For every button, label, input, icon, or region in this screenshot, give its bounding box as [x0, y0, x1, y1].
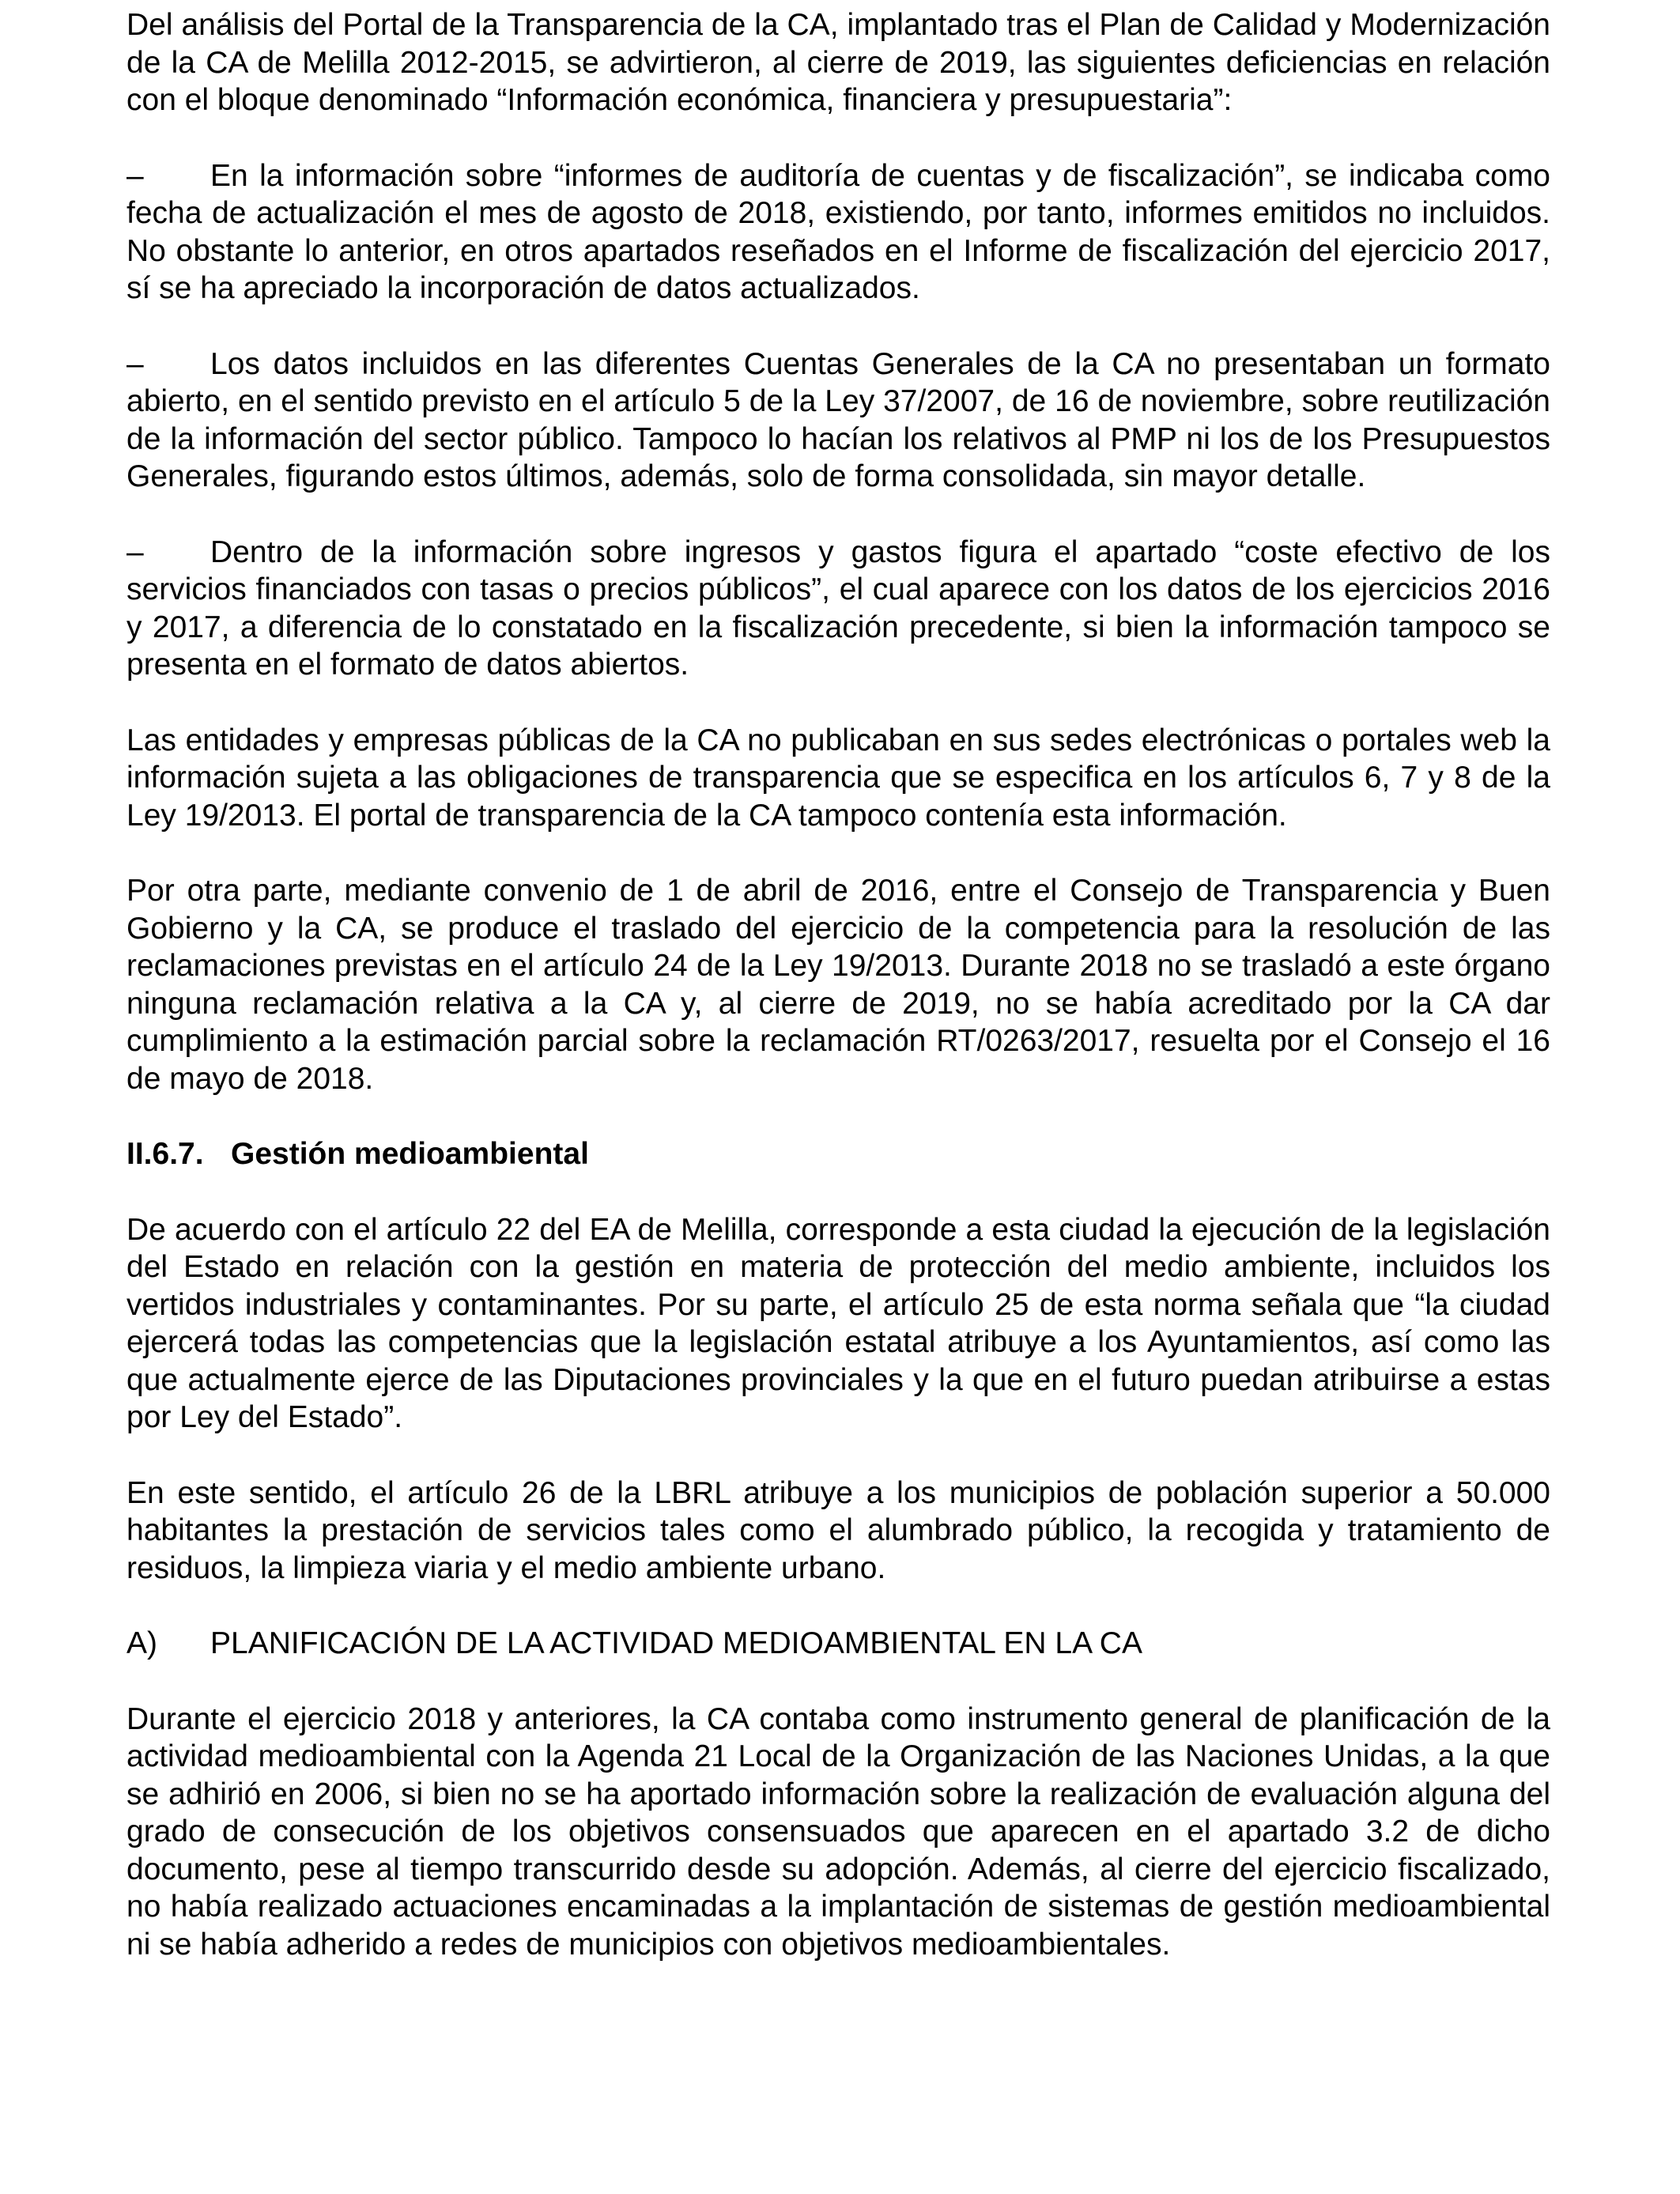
- convenio-paragraph: Por otra parte, mediante convenio de 1 de abril de 2016, entre el Consejo de Transparencia y Buen Gobierno y la CA, se produce el traslado del ejercicio de la competencia para la resolución de las reclamaciones previstas en el artículo 24 de la Ley 19/2013. Durante 2018 no se trasladó a este órgano ninguna reclamación relativa a la CA y, al cierre de 2019, no se había acreditado por la CA dar cumplimiento a la estimación parcial sobre la reclamación RT/0263/2017, resuelta por el Consejo el 16 de mayo de 2018.: [126, 874, 1550, 1096]
- dash-bullet-icon: –: [126, 534, 144, 569]
- bullet-text: Los datos incluidos en las diferentes Cuentas Generales de la CA no presentaban un formato abierto, en el sentido previsto en el artículo 5 de la Ley 37/2007, de 16 de noviembre, sobre reutilización de la información del sector público. Tampoco lo hacían los relativos al PMP ni los de los Presupuestos Generales, figurando estos últimos, además, solo de forma consolidada, sin mayor detalle.: [126, 346, 1550, 493]
- document-page: [126, 6, 1550, 1963]
- bullet-item-effective-cost: [126, 534, 1550, 684]
- bullet-text: Dentro de la información sobre ingresos y gastos figura el apartado “coste efectivo de los servicios financiados con tasas o precios públicos”, el cual aparece con los datos de los ejercicios 2016 y 2017, a diferencia de lo constatado en la fiscalización precedente, si bien la información tampoco se presenta en el formato de datos abiertos.: [126, 534, 1550, 682]
- bullet-text: En la información sobre “informes de auditoría de cuentas y de fiscalización”, se indicaba como fecha de actualización el mes de agosto de 2018, existiendo, por tanto, informes emitidos no incluidos. No obstante lo anterior, en otros apartados reseñados en el Informe de fiscalización del ejercicio 2017, sí se ha apreciado la incorporación de datos actualizados.: [126, 158, 1550, 305]
- subsection-heading: [126, 1625, 1550, 1663]
- section-heading: [126, 1135, 1550, 1173]
- dash-bullet-icon: –: [126, 346, 144, 381]
- subsection-letter: A): [126, 1626, 157, 1660]
- bullet-item-open-format: [126, 346, 1550, 496]
- intro-paragraph: Del análisis del Portal de la Transparencia de la CA, implantado tras el Plan de Calidad y Modernización de la CA de Melilla 2012-2015, se advirtieron, al cierre de 2019, las siguientes deficiencias en relación con el bloque denominado “Información económica, financiera y presupuestaria”:: [126, 8, 1550, 117]
- entities-paragraph: Las entidades y empresas públicas de la CA no publicaban en sus sedes electrónicas o portales web la información sujeta a las obligaciones de transparencia que se especifica en los artículos 6, 7 y 8 de la Ley 19/2013. El portal de transparencia de la CA tampoco contenía esta información.: [126, 723, 1550, 833]
- agenda21-paragraph: Durante el ejercicio 2018 y anteriores, la CA contaba como instrumento general de planificación de la actividad medioambiental con la Agenda 21 Local de la Organización de las Naciones Unidas, a la que se adhirió en 2006, si bien no se ha aportado información sobre la realización de evaluación alguna del grado de consecución de los objetivos consensuados que aparecen en el apartado 3.2 de dicho documento, pese al tiempo transcurrido desde su adopción. Además, al cierre del ejercicio fiscalizado, no había realizado actuaciones encaminadas a la implantación de sistemas de gestión medioambiental ni se había adherido a redes de municipios con objetivos medioambientales.: [126, 1701, 1550, 1962]
- section-number: II.6.7.: [126, 1137, 204, 1171]
- bullet-item-audit-reports: [126, 157, 1550, 308]
- statute-paragraph: De acuerdo con el artículo 22 del EA de Melilla, corresponde a esta ciudad la ejecución de la legislación del Estado en relación con la gestión en materia de protección del medio ambiente, incluidos los vertidos industriales y contaminantes. Por su parte, el artículo 25 de esta norma señala que “la ciudad ejercerá todas las competencias que la legislación estatal atribuye a los Ayuntamientos, así como las que actualmente ejerce de las Diputaciones provinciales y la que en el futuro puedan atribuirse a estas por Ley del Estado”.: [126, 1212, 1550, 1434]
- dash-bullet-icon: –: [126, 158, 144, 193]
- subsection-title: PLANIFICACIÓN DE LA ACTIVIDAD MEDIOAMBIENTAL EN LA CA: [210, 1626, 1142, 1660]
- lbrl-paragraph: En este sentido, el artículo 26 de la LBRL atribuye a los municipios de población superior a 50.000 habitantes la prestación de servicios tales como el alumbrado público, la recogida y tratamiento de residuos, la limpieza viaria y el medio ambiente urbano.: [126, 1475, 1550, 1585]
- section-title: Gestión medioambiental: [231, 1137, 589, 1171]
